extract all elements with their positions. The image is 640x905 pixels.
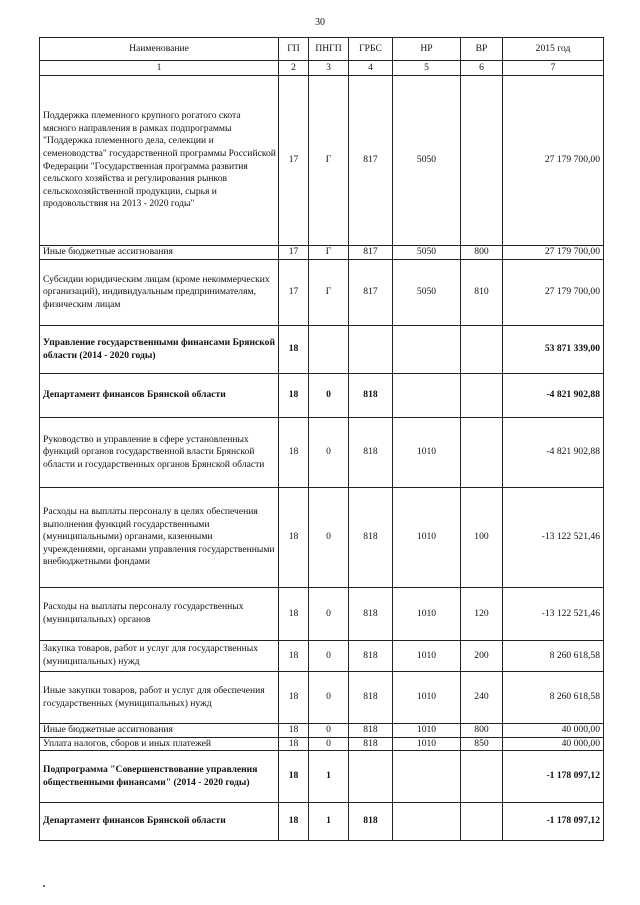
table-row — [40, 246, 604, 260]
row-amount: -1 178 097,12 — [503, 803, 604, 841]
row-nr — [393, 803, 461, 841]
row-amount: -13 122 521,46 — [503, 588, 604, 641]
row-amount: 8 260 618,58 — [503, 641, 604, 672]
row-nr: 1010 — [393, 488, 461, 588]
table-row — [40, 588, 604, 641]
row-amount: -13 122 521,46 — [503, 488, 604, 588]
row-name: Руководство и управление в сфере установленных функций органов государственной власти Брянской области и государственных органов Брянской области — [40, 418, 279, 488]
row-nr: 1010 — [393, 418, 461, 488]
budget-table — [39, 37, 604, 841]
row-grbs: 817 — [349, 260, 393, 326]
row-name: Департамент финансов Брянской области — [40, 374, 279, 418]
row-name: Расходы на выплаты персоналу в целях обеспечения выполнения функций государственными (муниципальными) органами, казенными учреждениями, органами управления государственными внебюджетными фондами — [40, 488, 279, 588]
row-name: Расходы на выплаты персоналу государственных (муниципальных) органов — [40, 588, 279, 641]
row-vr — [461, 326, 503, 374]
row-grbs — [349, 751, 393, 803]
row-gp: 18 — [279, 751, 309, 803]
column-index: 7 — [503, 61, 604, 76]
row-gp: 17 — [279, 246, 309, 260]
row-amount: -4 821 902,88 — [503, 418, 604, 488]
row-pngp: 1 — [309, 751, 349, 803]
page-number: 30 — [315, 17, 325, 28]
row-vr: 800 — [461, 246, 503, 260]
row-gp: 17 — [279, 76, 309, 246]
row-grbs: 818 — [349, 418, 393, 488]
row-pngp: 1 — [309, 803, 349, 841]
table-row — [40, 76, 604, 246]
row-amount: 27 179 700,00 — [503, 260, 604, 326]
row-grbs: 818 — [349, 488, 393, 588]
row-name: Подпрограмма "Совершенствование управления общественными финансами" (2014 - 2020 годы) — [40, 751, 279, 803]
table-row — [40, 374, 604, 418]
row-vr — [461, 751, 503, 803]
row-nr: 1010 — [393, 724, 461, 738]
row-name: Иные бюджетные ассигнования — [40, 246, 279, 260]
column-header-name: Наименование — [40, 38, 279, 61]
row-nr: 1010 — [393, 737, 461, 751]
row-nr — [393, 374, 461, 418]
row-pngp: Г — [309, 246, 349, 260]
row-amount: 27 179 700,00 — [503, 76, 604, 246]
row-nr — [393, 751, 461, 803]
column-index: 4 — [349, 61, 393, 76]
table-row — [40, 260, 604, 326]
table-row — [40, 488, 604, 588]
row-vr — [461, 76, 503, 246]
row-gp: 18 — [279, 803, 309, 841]
row-gp: 18 — [279, 672, 309, 724]
row-grbs: 818 — [349, 737, 393, 751]
column-index: 3 — [309, 61, 349, 76]
row-gp: 18 — [279, 374, 309, 418]
row-gp: 18 — [279, 641, 309, 672]
row-nr: 5050 — [393, 246, 461, 260]
column-header-pngp: ПНГП — [309, 38, 349, 61]
row-name: Субсидии юридическим лицам (кроме некоммерческих организаций), индивидуальным предпринимателям, физическим лицам — [40, 260, 279, 326]
row-gp: 18 — [279, 724, 309, 738]
row-vr: 100 — [461, 488, 503, 588]
row-grbs: 818 — [349, 724, 393, 738]
row-nr: 5050 — [393, 260, 461, 326]
row-gp: 18 — [279, 737, 309, 751]
row-nr: 1010 — [393, 672, 461, 724]
row-name: Закупка товаров, работ и услуг для государственных (муниципальных) нужд — [40, 641, 279, 672]
row-pngp: 0 — [309, 641, 349, 672]
row-pngp: 0 — [309, 737, 349, 751]
column-header-gp: ГП — [279, 38, 309, 61]
row-pngp: 0 — [309, 418, 349, 488]
row-amount: -4 821 902,88 — [503, 374, 604, 418]
row-grbs: 817 — [349, 246, 393, 260]
column-header-year: 2015 год — [503, 38, 604, 61]
row-grbs: 818 — [349, 672, 393, 724]
table-row — [40, 737, 604, 751]
row-pngp: 0 — [309, 488, 349, 588]
column-header-vr: ВР — [461, 38, 503, 61]
row-vr — [461, 803, 503, 841]
row-name: Иные закупки товаров, работ и услуг для обеспечения государственных (муниципальных) нужд — [40, 672, 279, 724]
row-gp: 18 — [279, 488, 309, 588]
row-pngp: Г — [309, 76, 349, 246]
row-vr: 240 — [461, 672, 503, 724]
column-index: 2 — [279, 61, 309, 76]
table-row — [40, 641, 604, 672]
row-name: Департамент финансов Брянской области — [40, 803, 279, 841]
row-vr: 850 — [461, 737, 503, 751]
row-pngp — [309, 326, 349, 374]
row-amount: 40 000,00 — [503, 724, 604, 738]
row-pngp: Г — [309, 260, 349, 326]
row-gp: 17 — [279, 260, 309, 326]
row-grbs: 818 — [349, 641, 393, 672]
row-name: Иные бюджетные ассигнования — [40, 724, 279, 738]
row-vr: 200 — [461, 641, 503, 672]
column-index-row — [40, 61, 604, 76]
row-amount: 53 871 339,00 — [503, 326, 604, 374]
row-name: Уплата налогов, сборов и иных платежей — [40, 737, 279, 751]
row-grbs: 818 — [349, 588, 393, 641]
row-nr: 1010 — [393, 641, 461, 672]
table-row — [40, 724, 604, 738]
row-vr: 120 — [461, 588, 503, 641]
row-gp: 18 — [279, 326, 309, 374]
column-index: 1 — [40, 61, 279, 76]
row-grbs — [349, 326, 393, 374]
row-grbs: 818 — [349, 803, 393, 841]
row-vr: 800 — [461, 724, 503, 738]
row-amount: 40 000,00 — [503, 737, 604, 751]
column-index: 6 — [461, 61, 503, 76]
row-gp: 18 — [279, 588, 309, 641]
table-row — [40, 672, 604, 724]
row-grbs: 817 — [349, 76, 393, 246]
row-vr — [461, 418, 503, 488]
column-header-grbs: ГРБС — [349, 38, 393, 61]
row-vr — [461, 374, 503, 418]
header-row — [40, 38, 604, 61]
row-amount: -1 178 097,12 — [503, 751, 604, 803]
table-row — [40, 803, 604, 841]
row-gp: 18 — [279, 418, 309, 488]
table-row — [40, 418, 604, 488]
row-nr: 5050 — [393, 76, 461, 246]
row-pngp: 0 — [309, 374, 349, 418]
row-amount: 27 179 700,00 — [503, 246, 604, 260]
row-vr: 810 — [461, 260, 503, 326]
row-pngp: 0 — [309, 672, 349, 724]
row-name: Управление государственными финансами Брянской области (2014 - 2020 годы) — [40, 326, 279, 374]
row-pngp: 0 — [309, 724, 349, 738]
row-grbs: 818 — [349, 374, 393, 418]
column-header-nr: НР — [393, 38, 461, 61]
column-index: 5 — [393, 61, 461, 76]
table-row — [40, 326, 604, 374]
row-nr: 1010 — [393, 588, 461, 641]
table-row — [40, 751, 604, 803]
row-name: Поддержка племенного крупного рогатого скота мясного направления в рамках подпрограммы "Поддержка племенного дела, селекции и семеноводства" государственной программы Российской Федерации "Государственная программа развития сельского хозяйства и регулирования рынков сельскохозяйственной продукции, сырья и продовольствия на 2013 - 2020 годы" — [40, 76, 279, 246]
row-pngp: 0 — [309, 588, 349, 641]
stray-mark — [43, 885, 45, 887]
row-amount: 8 260 618,58 — [503, 672, 604, 724]
row-nr — [393, 326, 461, 374]
